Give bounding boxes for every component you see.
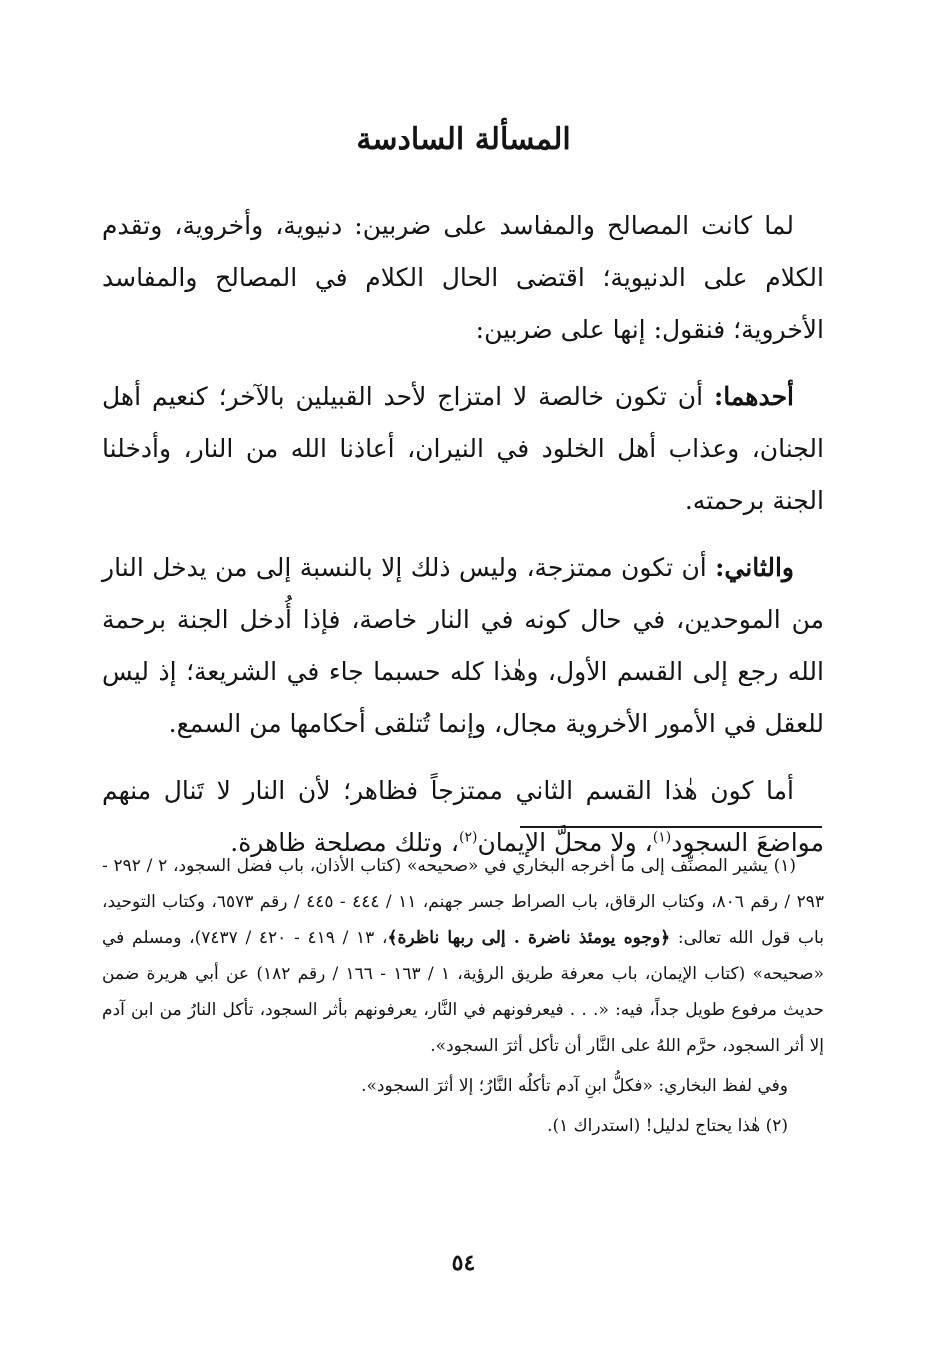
footnote-ref-2[interactable]: (٢)	[458, 829, 478, 846]
paragraph-lead: أحدهما:	[713, 382, 794, 411]
page-title: المسألة السادسة	[356, 122, 571, 157]
paragraph-text: ، ولا محلَّ الإيمان	[477, 828, 653, 857]
paragraph-text: أما كون هٰذا القسم الثاني ممتزجاً فظاهر؛ لأن النار لا تَنال منهم مواضعَ السجود	[102, 776, 824, 857]
paragraph-text: لما كانت المصالح والمفاسد على ضربين: دنيوية، وأخروية، وتقدم الكلام على الدنيوية؛ اقتضى الحال الكلام في المصالح والمفاسد الأخروية؛ فنقول: إنها على ضربين:	[102, 211, 824, 344]
quran-verse: ﴿وجوه يومئذ ناضرة . إلى ربها ناظرة﴾	[387, 928, 671, 948]
page-number: ٥٤	[451, 1250, 476, 1276]
main-text	[102, 200, 824, 869]
footnote-text: ، ١٣ / ٤١٩ - ٤٢٠ / ٧٤٣٧)، ومسلم في «صحيحه» (كتاب الإيمان، باب معرفة طريق الرؤية، ١ / ١٦٣ - ١٦٦ / رقم ١٨٢) عن أبي هريرة ضمن حديث مرفوع طويل جداً، فيه: «. . . فيعرفونهم في النَّار، يعرفونهم بأثر السجود، تأكل النارُ من ابن آدم إلا أثر السجود، حرَّم اللهُ على النَّار أن تأكل أثرَ السجود».	[102, 928, 824, 1056]
paragraph-intro	[102, 200, 824, 356]
footnote-text: (١) يشير المصنِّف إلى ما أخرجه البخاري في «صحيحه» (كتاب الأذان، باب فضل السجود، ٢ / ٢٩٢ - ٢٩٣ / رقم ٨٠٦، وكتاب الرقاق، باب الصراط جسر جهنم، ١١ / ٤٤٤ - ٤٤٥ / رقم ٦٥٧٣، وكتاب التوحيد، باب قول الله تعالى:	[102, 856, 824, 948]
paragraph-text: ، وتلك مصلحة ظاهرة.	[230, 828, 459, 857]
paragraph-second-type	[102, 542, 824, 750]
footnote-1	[102, 848, 824, 1064]
paragraph-text: أن تكون ممتزجة، وليس ذلك إلا بالنسبة إلى من يدخل النار من الموحدين، في حال كونه في النار خاصة، فإذا أُدخل الجنة برحمة الله رجع إلى القسم الأول، وهٰذا كله حسبما جاء في الشريعة؛ إذ ليس للعقل في الأمور الأخروية مجال، وإنما تُتلقى أحكامها من السمع.	[102, 553, 824, 738]
footnote-ref-1[interactable]: (١)	[652, 829, 672, 846]
paragraph-text: أن تكون خالصة لا امتزاج لأحد القبيلين بالآخر؛ كنعيم أهل الجنان، وعذاب أهل الخلود في النيران، أعاذنا الله من النار، وأدخلنا الجنة برحمته.	[102, 382, 824, 515]
footnote-1-continuation: وفي لفظ البخاري: «فكلُّ ابنِ آدم تأكلُه النَّارُ؛ إلا أثرَ السجود».	[361, 1076, 788, 1096]
footnotes	[102, 848, 824, 1144]
footnote-2: (٢) هٰذا يحتاج لدليل! (استدراك ١).	[547, 1116, 788, 1136]
paragraph-lead: والثاني:	[715, 553, 794, 582]
footnote-separator	[520, 826, 822, 828]
paragraph-first-type	[102, 371, 824, 527]
